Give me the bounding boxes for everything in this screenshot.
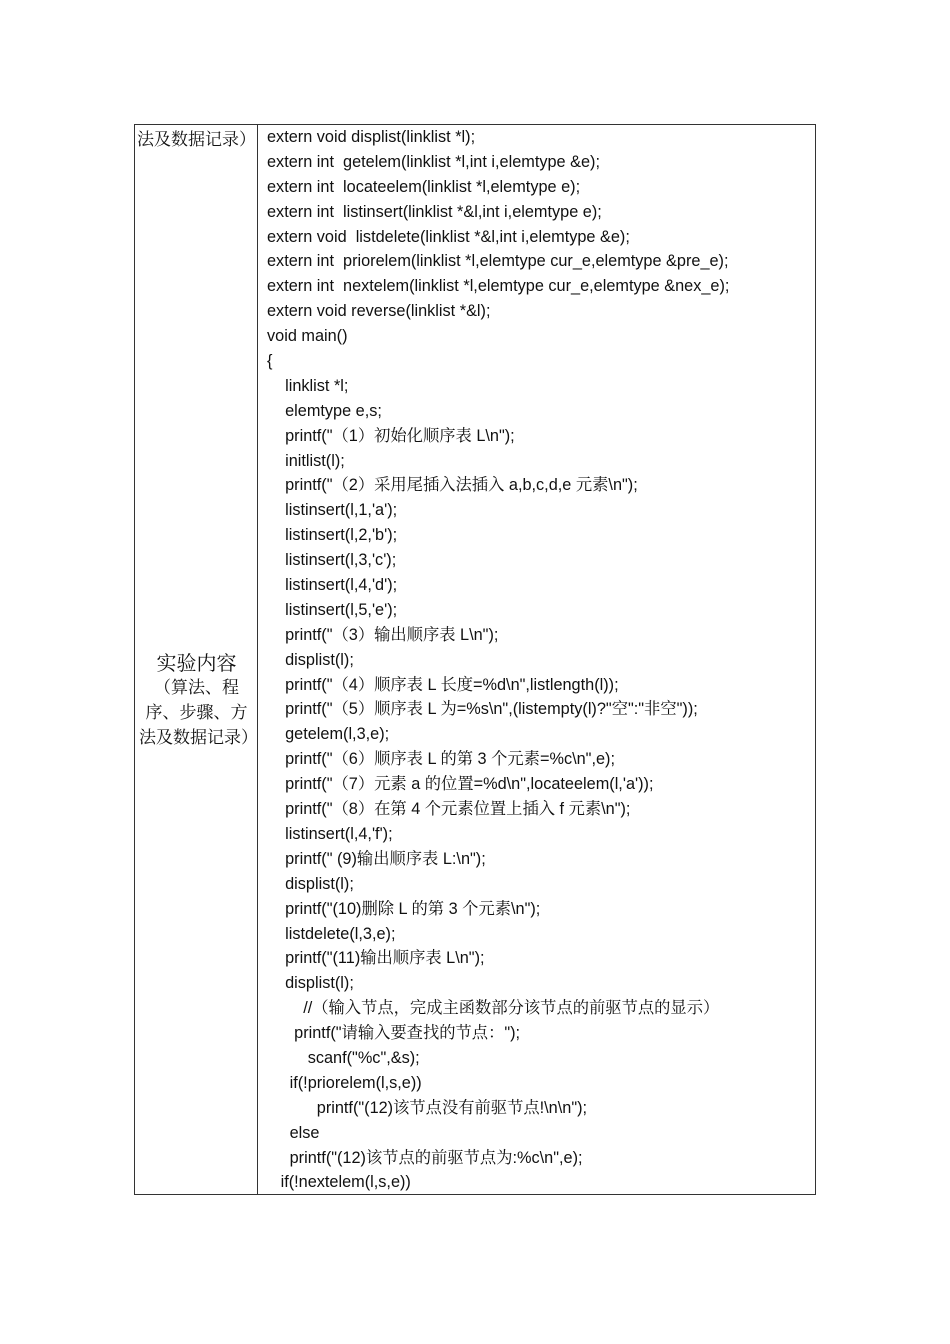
code-line: extern int listinsert(linklist *&l,int i,elemtype e); — [267, 202, 602, 221]
code-line: printf("（8）在第 4 个元素位置上插入 f 元素\n"); — [267, 800, 631, 819]
code-line: listinsert(l,2,'b'); — [267, 526, 398, 545]
label-continuation: 法及数据记录） — [137, 130, 256, 150]
content-column — [258, 125, 815, 1194]
code-line: printf(" (9)输出顺序表 L:\n"); — [267, 849, 486, 868]
code-line: initlist(l); — [267, 451, 345, 470]
code-line: displist(l); — [267, 974, 354, 993]
code-line: //（输入节点，完成主函数部分该节点的前驱节点的显示） — [267, 999, 720, 1018]
label-column — [135, 125, 258, 1194]
code-line: { — [267, 352, 273, 371]
code-line: getelem(l,3,e); — [267, 725, 390, 744]
code-line: listinsert(l,1,'a'); — [267, 501, 398, 520]
code-line: extern int locateelem(linklist *l,elemtype e); — [267, 177, 581, 196]
code-line: listdelete(l,3,e); — [267, 924, 396, 943]
code-line: printf("(12)该节点的前驱节点为:%c\n",e); — [267, 1148, 583, 1167]
code-line: void main() — [267, 327, 348, 346]
code-line: printf("（7）元素 a 的位置=%d\n",locateelem(l,'a')); — [267, 775, 654, 794]
code-line: listinsert(l,5,'e'); — [267, 600, 398, 619]
code-line: extern void displist(linklist *l); — [267, 128, 476, 146]
section-subtitle: （算法、程序、步骤、方法及数据记录） — [139, 678, 258, 748]
code-line: printf("请输入要查找的节点："); — [267, 1024, 521, 1043]
label-block — [135, 650, 258, 751]
code-line: printf("（1）初始化顺序表 L\n"); — [267, 426, 515, 445]
code-line: listinsert(l,4,'d'); — [267, 576, 398, 595]
code-line: extern int priorelem(linklist *l,elemtype cur_e,elemtype &pre_e); — [267, 252, 729, 271]
code-line: if(!nextelem(l,s,e)) — [267, 1173, 411, 1192]
code-line: printf("（6）顺序表 L 的第 3 个元素=%c\n",e); — [267, 750, 615, 769]
code-line: listinsert(l,4,'f'); — [267, 824, 393, 843]
code-line: listinsert(l,3,'c'); — [267, 551, 397, 570]
code-line: printf("（4）顺序表 L 长度=%d\n",listlength(l)); — [267, 675, 619, 694]
code-line: scanf("%c",&s); — [267, 1048, 420, 1067]
code-line: extern void listdelete(linklist *&l,int i,elemtype &e); — [267, 227, 630, 246]
code-line: if(!priorelem(l,s,e)) — [267, 1073, 422, 1092]
code-line: else — [267, 1123, 320, 1142]
code-line: printf("（2）采用尾插入法插入 a,b,c,d,e 元素\n"); — [267, 476, 638, 495]
code-line: extern int getelem(linklist *l,int i,elemtype &e); — [267, 152, 600, 171]
code-line: printf("（3）输出顺序表 L\n"); — [267, 625, 499, 644]
code-line: extern void reverse(linklist *&l); — [267, 302, 491, 321]
code-line: printf("(12)该节点没有前驱节点!\n\n"); — [267, 1098, 588, 1117]
section-title: 实验内容 — [156, 651, 237, 675]
code-line: printf("（5）顺序表 L 为=%s\n",(listempty(l)?"空":"非空")); — [267, 700, 698, 719]
code-line: extern int nextelem(linklist *l,elemtype cur_e,elemtype &nex_e); — [267, 277, 730, 296]
code-line: linklist *l; — [267, 376, 349, 395]
code-line: printf("(10)删除 L 的第 3 个元素\n"); — [267, 899, 541, 918]
code-line: printf("(11)输出顺序表 L\n"); — [267, 949, 485, 968]
code-line: elemtype e,s; — [267, 401, 382, 420]
code-line: displist(l); — [267, 650, 354, 669]
experiment-table — [134, 124, 816, 1195]
code-listing — [267, 125, 729, 1195]
code-line: displist(l); — [267, 874, 354, 893]
